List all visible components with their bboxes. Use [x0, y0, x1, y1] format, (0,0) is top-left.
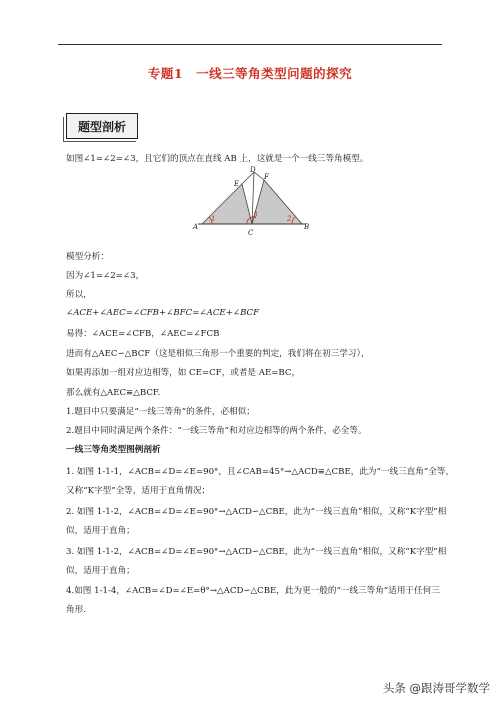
section-header-box — [66, 113, 138, 139]
header-rule — [58, 44, 442, 45]
angle-label-3: 3 — [253, 211, 258, 219]
section-header-label: 题型剖析 — [77, 119, 126, 134]
body-line: ∠ACE+∠AEC=∠CFB+∠BFC=∠ACE+∠BCF — [66, 308, 260, 318]
label-a: A — [193, 223, 199, 231]
body-line: 进而有△AEC∽△BCF（这是相似三角形一个重要的判定，我们将在初三学习）， — [66, 349, 370, 359]
body-line: 似，适用于直角； — [66, 566, 135, 576]
intro-text: 如图∠1=∠2=∠3，且它们的顶点在直线 AB 上，这就是一个一线三等角模型。 — [66, 154, 369, 164]
body-line: 1.题目中只要满足“一线三等角”的条件，必相似； — [66, 407, 255, 417]
body-line: 1. 如图 1-1-1，∠ACB=∠D=∠E=90°，且∠CAB=45°→△ACD≌△CBE，此为“一线三直角”全等， — [66, 467, 455, 477]
body-line: 4.如图 1-1-4，∠ACB=∠D=∠E=θ°→△ACD∽△CBE，此为更一般的“一线三等角”适用于任何三 — [66, 586, 440, 596]
body-line: 因为∠1=∠2=∠3， — [66, 271, 145, 281]
body-line: 那么就有△AEC≌△BCF. — [66, 388, 161, 398]
label-e: E — [234, 180, 240, 188]
body-line: 又称“K字型”全等，适用于直角情况； — [66, 486, 211, 496]
watermark-footer: 头条 @跟涛哥学数学 — [382, 681, 490, 695]
subsection-heading: 一线三等角类型图例剖析 — [66, 445, 161, 455]
body-line: 易得：∠ACE=∠CFB，∠AEC=∠FCB — [66, 329, 220, 339]
body-line: 角形. — [66, 605, 86, 615]
document-title: 专题1 一线三等角类型问题的探究 — [147, 66, 353, 81]
body-line: 如果再添加一组对应边相等，如 CE=CF，或者是 AE=BC， — [66, 368, 301, 378]
label-d: D — [250, 166, 256, 174]
label-c: C — [248, 229, 254, 237]
body-line: 3. 如图 1-1-2，∠ACB=∠D=∠E=90°→△ACD∽△CBE，此为“一线三直角”相似，又称“K字型”相 — [66, 547, 447, 557]
angle-label-1: 1 — [211, 215, 216, 223]
three-equal-angles-figure — [190, 166, 330, 238]
body-line: 2.题目中同时满足两个条件：“一线三等角”和对应边相等的两个条件，必全等。 — [66, 426, 367, 436]
label-f: F — [264, 173, 269, 181]
body-line: 似，适用于直角； — [66, 526, 135, 536]
angle-label-2: 2 — [287, 215, 292, 223]
label-b: B — [304, 223, 310, 231]
body-line: 2. 如图 1-1-2，∠ACB=∠D=∠E=90°→△ACD∽△CBE，此为“一线三直角”相似，又称“K字型”相 — [66, 507, 447, 517]
body-line: 所以， — [66, 290, 92, 300]
body-line: 模型分析： — [66, 252, 109, 262]
